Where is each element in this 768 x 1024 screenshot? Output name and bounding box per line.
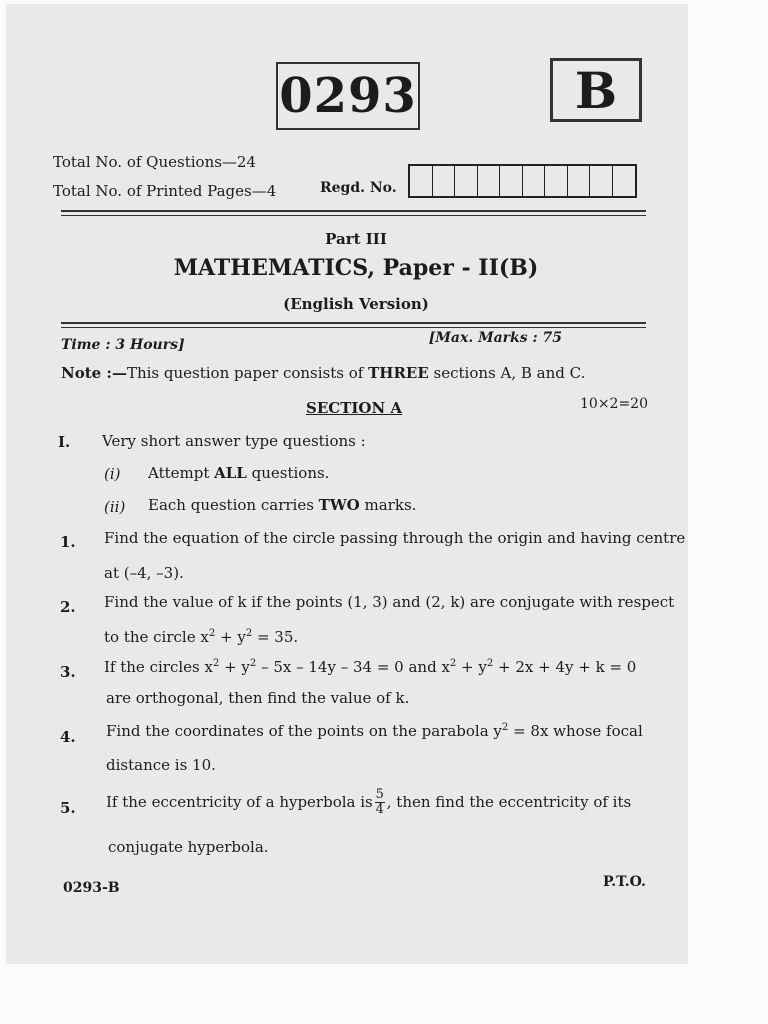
section-marks: 10×2=20 bbox=[580, 396, 648, 412]
instruction-i-label: (i) bbox=[104, 465, 121, 483]
question-2-number: 2. bbox=[60, 598, 76, 616]
question-2-line-2: to the circle $x^2 + y^2 = 35$. bbox=[104, 628, 299, 646]
question-3-number: 3. bbox=[60, 663, 76, 681]
title-rule-bottom bbox=[61, 327, 646, 328]
question-4-number: 4. bbox=[60, 728, 76, 746]
regd-number-boxes bbox=[408, 164, 637, 198]
note-text-after: sections A, B and C. bbox=[428, 364, 586, 382]
set-box bbox=[550, 58, 642, 122]
title-rule-top bbox=[61, 322, 646, 324]
instruction-i: Attempt ALL questions. bbox=[148, 464, 330, 482]
paper-code-box bbox=[276, 62, 420, 130]
note-label: Note :— bbox=[61, 364, 127, 382]
question-5-number: 5. bbox=[60, 799, 76, 817]
paper-set: B bbox=[574, 60, 618, 120]
instruction-heading: Very short answer type questions : bbox=[102, 432, 366, 450]
question-5-line-1: If the eccentricity of a hyperbola is $\frac{5}{4}$ , then find the eccentricity of its bbox=[106, 787, 632, 817]
header-rule-top bbox=[61, 210, 646, 212]
footer-paper-code: 0293-B bbox=[63, 880, 120, 896]
total-pages: Total No. of Printed Pages—4 bbox=[53, 182, 277, 200]
total-questions: Total No. of Questions—24 bbox=[53, 153, 257, 171]
question-4-line-2: distance is 10. bbox=[106, 756, 216, 774]
header-rule-bottom bbox=[61, 215, 646, 216]
subject-title: MATHEMATICS, Paper - II(B) bbox=[173, 255, 539, 281]
paper-code: 0293 bbox=[279, 68, 417, 124]
regd-label: Regd. No. bbox=[320, 180, 397, 196]
note bbox=[61, 364, 585, 382]
instruction-number: I. bbox=[58, 433, 71, 451]
question-1-line-1: Find the equation of the circle passing through the origin and having centre bbox=[104, 529, 686, 547]
version-label: (English Version) bbox=[283, 295, 429, 313]
instruction-ii: Each question carries TWO marks. bbox=[148, 496, 417, 514]
question-5-line-2: conjugate hyperbola. bbox=[108, 838, 269, 856]
section-title: SECTION A bbox=[306, 399, 403, 417]
question-4-line-1: Find the coordinates of the points on the parabola $y^2 = 8x$ whose focal bbox=[106, 722, 643, 740]
part-label: Part III bbox=[325, 230, 387, 248]
question-2-line-1: Find the value of k if the points (1, 3) and (2, k) are conjugate with respect bbox=[104, 593, 675, 611]
note-emphasis: THREE bbox=[368, 364, 429, 382]
instruction-ii-label: (ii) bbox=[104, 498, 126, 516]
question-paper-page bbox=[6, 4, 688, 964]
question-3-line-1: If the circles $x^2 + y^2 - 5x - 14y - 34 = 0$ and $x^2 + y^2 + 2x + 4y + k = 0$ bbox=[104, 658, 637, 676]
fraction-five-fourths: $\frac{5}{4}$ bbox=[375, 787, 384, 817]
question-1-line-2: at (–4, –3). bbox=[104, 564, 184, 582]
question-3-line-2: are orthogonal, then find the value of k. bbox=[106, 689, 410, 707]
max-marks: [Max. Marks : 75 bbox=[428, 330, 562, 346]
question-1-number: 1. bbox=[60, 533, 76, 551]
footer-pto: P.T.O. bbox=[603, 874, 646, 890]
exam-time: Time : 3 Hours] bbox=[61, 337, 185, 353]
note-text-before: This question paper consists of bbox=[126, 364, 369, 382]
